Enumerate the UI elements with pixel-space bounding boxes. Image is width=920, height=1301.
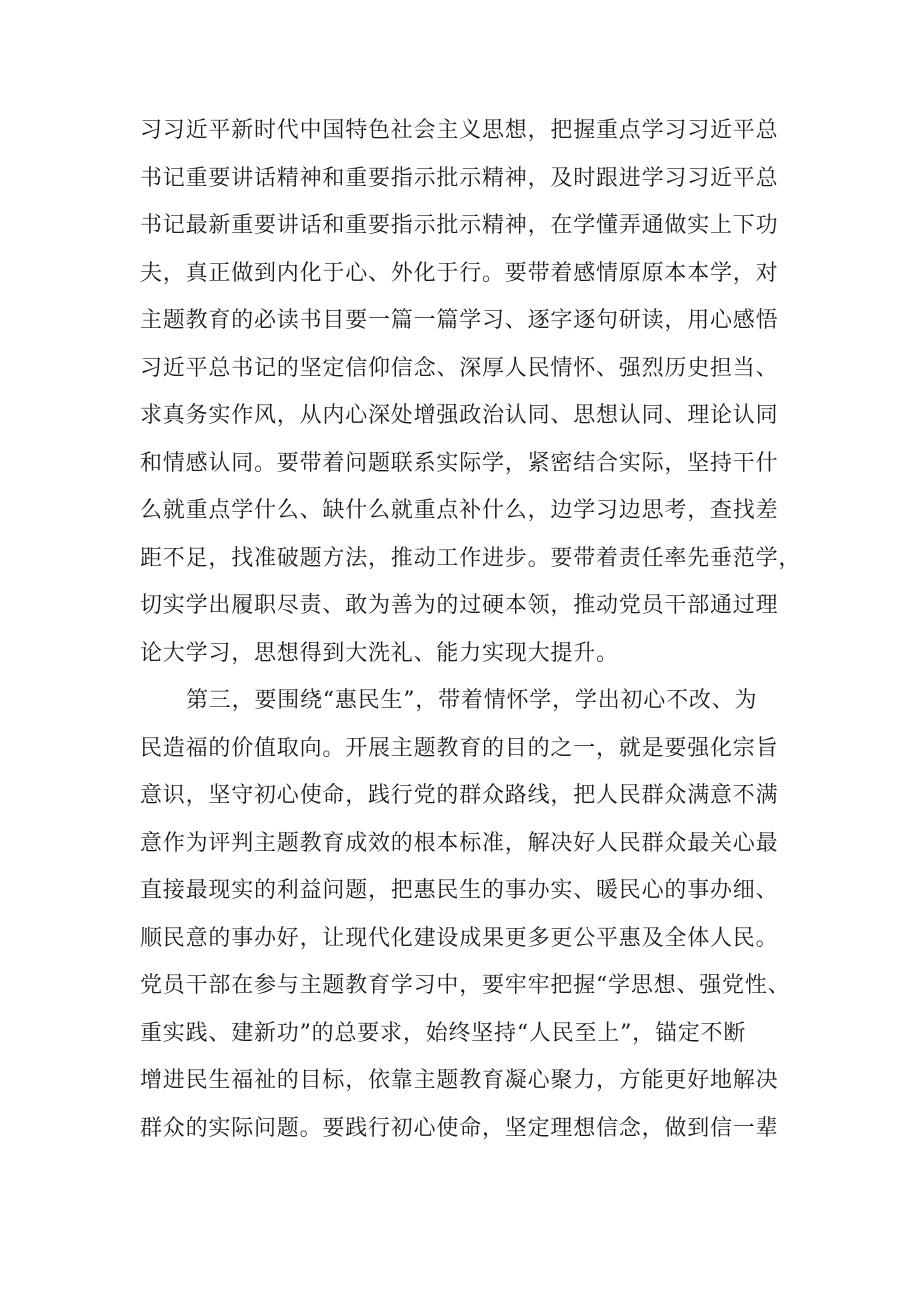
- text-line: 切实学出履职尽责、敢为善为的过硬本领，推动党员干部通过理: [140, 593, 779, 618]
- paragraph-start-line: 第三，要围绕“惠民生”，带着情怀学，学出初心不改、为: [186, 688, 758, 713]
- text-line: 习习近平新时代中国特色社会主义思想，把握重点学习习近平总: [140, 118, 779, 143]
- text-line: 群众的实际问题。要践行初心使命，坚定理想信念，做到信一辈: [140, 1115, 779, 1141]
- text-line: 顺民意的事办好，让现代化建设成果更多更公平惠及全体人民。: [140, 925, 779, 951]
- body-text: [140, 107, 800, 1152]
- text-line: 直接最现实的利益问题，把惠民生的事办实、暖民心的事办细、: [140, 878, 779, 903]
- text-line: 论大学习，思想得到大洗礼、能力实现大提升。: [140, 640, 619, 666]
- text-line: 么就重点学什么、缺什么就重点补什么，边学习边思考，查找差: [140, 498, 779, 523]
- text-line: 意作为评判主题教育成效的根本标准，解决好人民群众最关心最: [140, 830, 779, 856]
- text-line: 意识，坚守初心使命，践行党的群众路线，把人民群众满意不满: [140, 783, 779, 808]
- text-line: 主题教育的必读书目要一篇一篇学习、逐字逐句研读，用心感悟: [140, 308, 779, 333]
- text-line: 习近平总书记的坚定信仰信念、深厚人民情怀、强烈历史担当、: [140, 355, 779, 381]
- text-line: 求真务实作风，从内心深处增强政治认同、思想认同、理论认同: [140, 403, 779, 428]
- text-line: 重实践、建新功”的总要求，始终坚持“人民至上”，锚定不断: [140, 1020, 747, 1046]
- text-line: 和情感认同。要带着问题联系实际学，紧密结合实际，坚持干什: [140, 450, 779, 476]
- text-line: 夫，真正做到内化于心、外化于行。要带着感情原原本本学，对: [140, 260, 779, 286]
- text-line: 党员干部在参与主题教育学习中，要牢牢把握“学思想、强党性、: [140, 973, 791, 998]
- text-line: 增进民生福祉的目标，依靠主题教育凝心聚力，方能更好地解决: [140, 1068, 779, 1093]
- text-line: 距不足，找准破题方法，推动工作进步。要带着责任率先垂范学，: [140, 545, 802, 571]
- text-line: 书记最新重要讲话和重要指示批示精神，在学懂弄通做实上下功: [140, 213, 779, 238]
- text-line: 书记重要讲话精神和重要指示批示精神，及时跟进学习习近平总: [140, 165, 779, 191]
- text-line: 民造福的价值取向。开展主题教育的目的之一，就是要强化宗旨: [140, 735, 779, 761]
